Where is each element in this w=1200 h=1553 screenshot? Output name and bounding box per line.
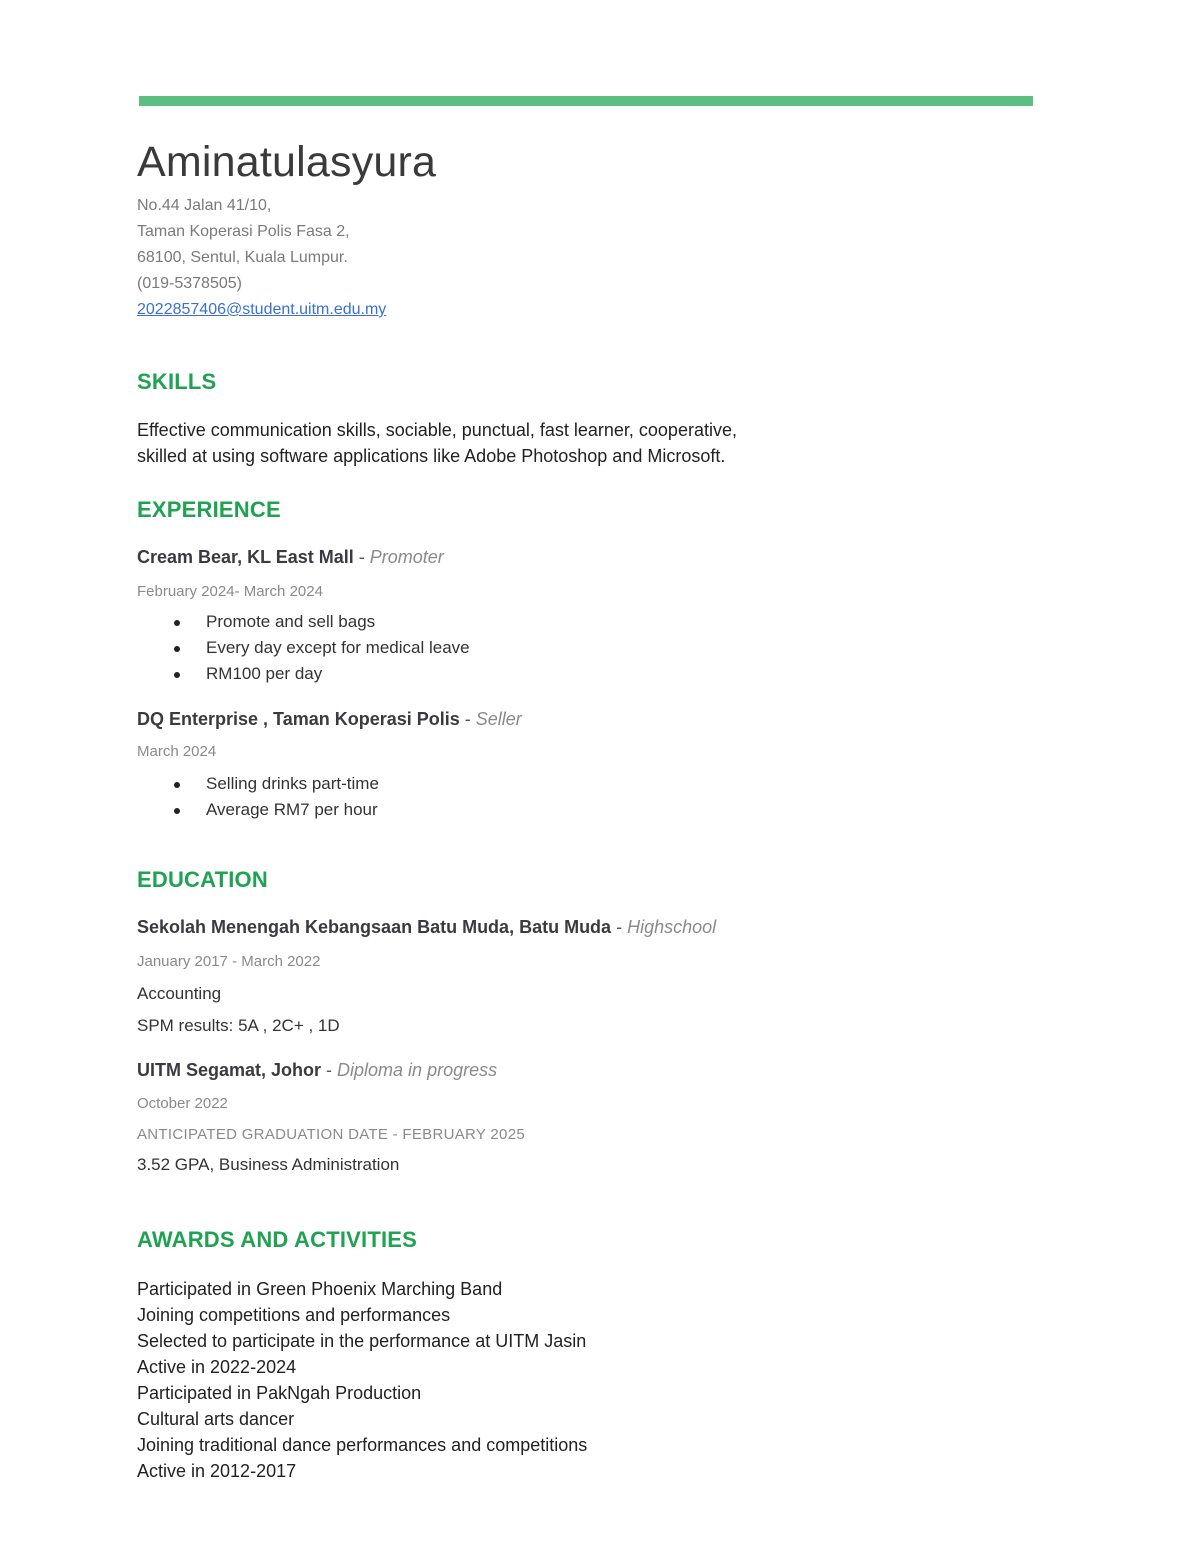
list-item: Average RM7 per hour [137, 797, 379, 823]
address-line-1: No.44 Jalan 41/10, [137, 197, 272, 214]
job-bullets-dq-enterprise [137, 771, 379, 823]
header-accent-bar [139, 96, 1033, 106]
school-detail: 3.52 GPA, Business Administration [137, 1155, 400, 1174]
list-item: Selling drinks part-time [137, 771, 379, 797]
school-name: Sekolah Menengah Kebangsaan Batu Muda, Batu Muda [137, 917, 612, 937]
school-detail: SPM results: 5A , 2C+ , 1D [137, 1016, 340, 1035]
list-item: RM100 per day [137, 661, 470, 687]
school-date: October 2022 [137, 1095, 228, 1112]
awards-list [137, 1276, 587, 1484]
job-title-dq-enterprise [137, 709, 522, 730]
skills-line-2: skilled at using software applications like Adobe Photoshop and Microsoft. [137, 446, 726, 466]
list-item: Active in 2012-2017 [137, 1461, 297, 1481]
list-item: Active in 2022-2024 [137, 1357, 297, 1377]
list-item: Joining traditional dance performances and competitions [137, 1435, 588, 1455]
phone-number: (019-5378505) [137, 275, 242, 292]
school-separator: - [611, 917, 628, 937]
school-title-uitm [137, 1060, 497, 1081]
school-detail: Accounting [137, 984, 222, 1003]
job-role: Promoter [369, 547, 444, 567]
candidate-name: Aminatulasyura [137, 138, 437, 186]
list-item: Cultural arts dancer [137, 1409, 295, 1429]
address-line-3: 68100, Sentul, Kuala Lumpur. [137, 249, 348, 266]
job-bullets-cream-bear [137, 609, 470, 687]
skills-text [137, 417, 737, 469]
list-item: Joining competitions and performances [137, 1305, 451, 1325]
awards-heading: AWARDS AND ACTIVITIES [137, 1227, 418, 1252]
job-employer: Cream Bear, KL East Mall [137, 547, 354, 567]
school-separator: - [321, 1060, 338, 1080]
skills-heading: SKILLS [137, 369, 217, 394]
education-heading: EDUCATION [137, 867, 268, 892]
school-name: UITM Segamat, Johor [137, 1060, 322, 1080]
job-date: March 2024 [137, 743, 217, 760]
school-title-batu-muda [137, 917, 716, 938]
address-line-2: Taman Koperasi Polis Fasa 2, [137, 223, 350, 240]
list-item: Every day except for medical leave [137, 635, 470, 661]
job-employer: DQ Enterprise , Taman Koperasi Polis [137, 709, 460, 729]
job-date: February 2024- March 2024 [137, 583, 323, 600]
list-item: Promote and sell bags [137, 609, 470, 635]
anticipated-graduation: ANTICIPATED GRADUATION DATE - FEBRUARY 2025 [137, 1126, 525, 1143]
skills-line-1: Effective communication skills, sociable, punctual, fast learner, cooperative, [137, 420, 737, 440]
school-date: January 2017 - March 2022 [137, 953, 321, 970]
job-role: Seller [475, 709, 522, 729]
job-title-cream-bear [137, 547, 444, 568]
school-level: Highschool [627, 917, 717, 937]
list-item: Participated in PakNgah Production [137, 1383, 422, 1403]
list-item: Selected to participate in the performance at UITM Jasin [137, 1331, 587, 1351]
job-separator: - [459, 709, 476, 729]
school-level: Diploma in progress [337, 1060, 498, 1080]
list-item: Participated in Green Phoenix Marching Band [137, 1279, 503, 1299]
experience-heading: EXPERIENCE [137, 497, 281, 522]
job-separator: - [353, 547, 370, 567]
contact-block [137, 193, 386, 323]
email-link[interactable]: 2022857406@student.uitm.edu.my [137, 301, 387, 318]
